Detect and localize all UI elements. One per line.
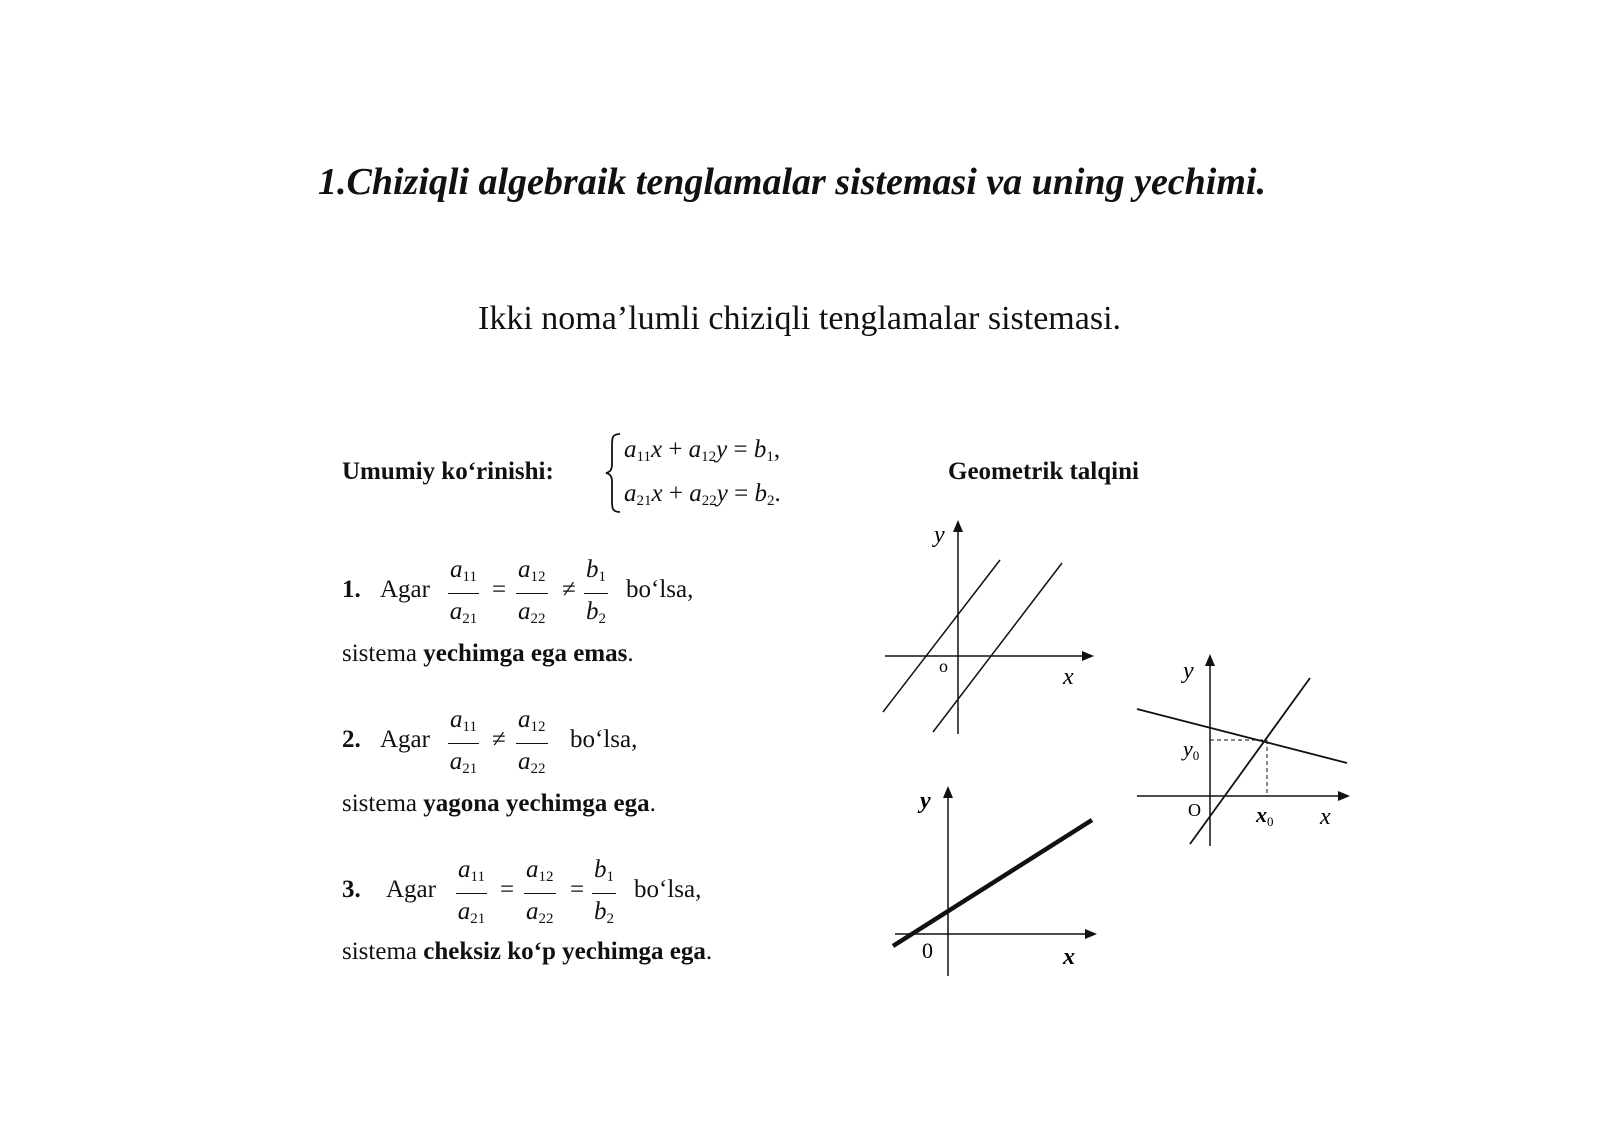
case-1-op1: = <box>492 576 507 603</box>
case-1-agar: Agar <box>380 576 430 603</box>
case-2-bolsa: bo‘lsa, <box>570 726 638 753</box>
y0-label: y0 <box>1183 736 1200 763</box>
fraction-b1-b2: $\frac{b_1}{b_2}$ <box>586 556 606 627</box>
system-equation-1: $a_{11}x + a_{12}y = b_1$, <box>624 436 781 465</box>
fraction-a12-a22: $\frac{a_{12}}{a_{22}}$ <box>518 556 546 627</box>
case-1-conclusion: sistema yechimga ega emas. <box>342 640 634 667</box>
fraction-a11-a21: $\frac{a_{11}}{a_{21}}$ <box>457 856 486 927</box>
case-3-bolsa: bo‘lsa, <box>634 876 702 903</box>
fraction-a12-a22: $\frac{a_{12}}{a_{22}}$ <box>518 706 546 777</box>
graph-parallel-lines <box>883 522 1092 734</box>
case-3-conclusion: sistema cheksiz ko‘p yechimga ega. <box>342 938 713 965</box>
system-equation-2: $a_{21}x + a_{22}y = b_2$. <box>624 480 781 509</box>
origin-label: o <box>939 656 948 676</box>
case-3-op2: = <box>570 876 585 903</box>
y-axis-label: y <box>920 788 931 814</box>
x-axis-label: x <box>1320 804 1331 830</box>
case-3-number: 3. <box>342 876 361 903</box>
fraction-b1-b2: $\frac{b_1}{b_2}$ <box>594 856 614 927</box>
case-2-agar: Agar <box>380 726 430 753</box>
case-2-conclusion: sistema yagona yechimga ega. <box>342 790 656 817</box>
graph-coincident-lines <box>893 788 1095 976</box>
case-3-op1: = <box>500 876 515 903</box>
case-1-number: 1. <box>342 576 361 603</box>
y-axis-label: y <box>1183 658 1194 684</box>
x-axis-label: x <box>1063 664 1074 690</box>
graph-intersecting-lines <box>1137 656 1348 846</box>
fraction-a11-a21: $\frac{a_{11}}{a_{21}}$ <box>449 556 478 627</box>
x-axis-label: x <box>1063 944 1075 970</box>
origin-label: 0 <box>922 938 933 963</box>
geometric-label: Geometrik talqini <box>948 458 1139 485</box>
line-1 <box>883 560 1000 712</box>
y-axis-label: y <box>934 522 945 548</box>
fraction-a12-a22: $\frac{a_{12}}{a_{22}}$ <box>526 856 554 927</box>
line-2 <box>933 563 1062 732</box>
general-form-label: Umumiy ko‘rinishi: <box>342 458 554 485</box>
line-1 <box>1137 709 1347 763</box>
origin-label: O <box>1188 800 1201 820</box>
case-2-op1: ≠ <box>492 726 506 753</box>
case-1-bolsa: bo‘lsa, <box>626 576 694 603</box>
section-subtitle: Ikki noma’lumli chiziqli tenglamalar sistemasi. <box>478 300 1122 337</box>
case-2-number: 2. <box>342 726 361 753</box>
line-2 <box>1190 678 1310 844</box>
coincident-line <box>893 820 1092 946</box>
fraction-a11-a21: $\frac{a_{11}}{a_{21}}$ <box>449 706 478 777</box>
case-3-agar: Agar <box>386 876 436 903</box>
x0-label: x0 <box>1256 802 1274 829</box>
case-1-op2: ≠ <box>562 576 576 603</box>
page-title: 1.Chiziqli algebraik tenglamalar sistemasi va uning yechimi. <box>318 161 1266 203</box>
